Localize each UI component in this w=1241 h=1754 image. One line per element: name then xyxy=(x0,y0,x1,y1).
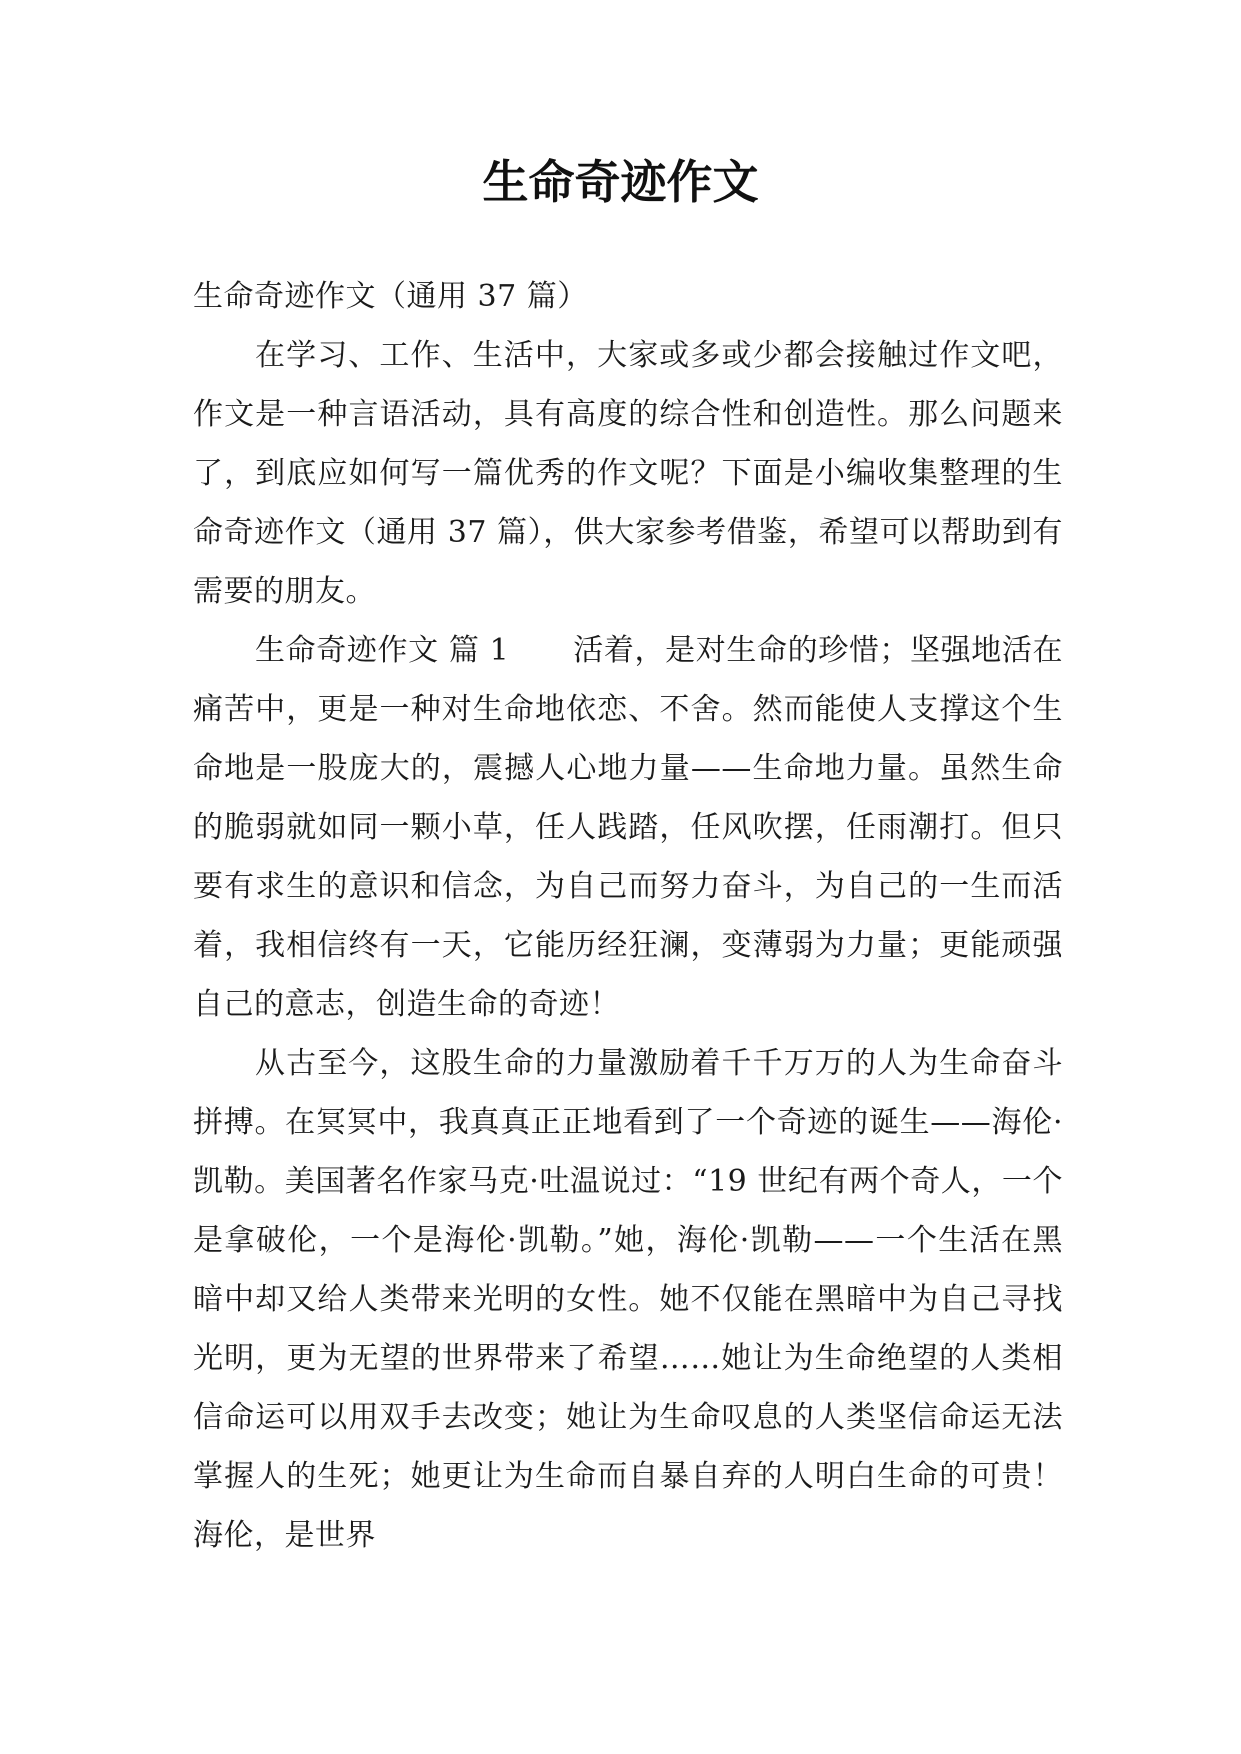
section-1-heading: 生命奇迹作文 篇 1 xyxy=(255,633,510,668)
intro-paragraph: 在学习、工作、生活中，大家或多或少都会接触过作文吧，作文是一种言语活动，具有高度的综合性和创造性。那么问题来了，到底应如何写一篇优秀的作文呢？下面是小编收集整理的生命奇迹作文（通用 37 篇），供大家参考借鉴，希望可以帮助到有需要的朋友。 xyxy=(193,338,1063,609)
section-1-paragraph xyxy=(193,621,1063,1034)
paragraph-2: 从古至今，这股生命的力量激励着千千万万的人为生命奋斗拼搏。在冥冥中，我真真正正地看到了一个奇迹的诞生——海伦·凯勒。美国著名作家马克·吐温说过：“19 世纪有两个奇人，一个是拿破伦，一个是海伦·凯勒。”她，海伦·凯勒——一个生活在黑暗中却又给人类带来光明的女性。她不仅能在黑暗中为自己寻找光明，更为无望的世界带来了希望……她让为生命绝望的人类相信命运可以用双手去改变；她让为生命叹息的人类坚信命运无法掌握人的生死；她更让为生命而自暴自弃的人明白生命的可贵！海伦，是世界 xyxy=(193,1046,1063,1553)
document-body xyxy=(193,267,1063,1565)
document-title: 生命奇迹作文 xyxy=(482,155,759,209)
section-1-text: 活着，是对生命的珍惜；坚强地活在痛苦中，更是一种对生命地依恋、不舍。然而能使人支撑这个生命地是一股庞大的，震撼人心地力量——生命地力量。虽然生命的脆弱就如同一颗小草，任人践踏，任风吹摆，任雨潮打。但只要有求生的意识和信念，为自己而努力奋斗，为自己的一生而活着，我相信终有一天，它能历经狂澜，变薄弱为力量；更能顽强自己的意志，创造生命的奇迹！ xyxy=(193,633,1063,1022)
document-subtitle: 生命奇迹作文（通用 37 篇） xyxy=(193,279,588,314)
